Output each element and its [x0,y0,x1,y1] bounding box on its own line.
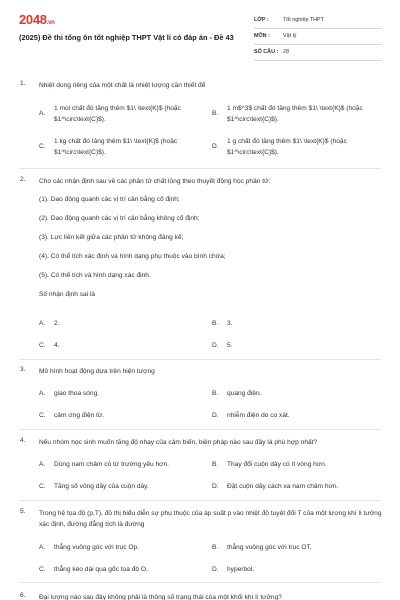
question-text: Nếu nhóm học sinh muốn tăng độ nhạy của cảm biến, biện pháp nào sau đây là phù hợp nhất? [39,439,318,446]
option-text: 2. [54,320,60,327]
question-number: 2. [20,176,26,183]
page-header [0,0,400,66]
option-letter: D. [212,412,219,419]
meta-label: LỚP : [254,17,269,23]
option-text: thẳng vuông góc với trục Op. [54,544,139,551]
option-text: hyperbol. [227,566,255,573]
option-text: 1 g chất đó tăng thêm $1\ \text{K}$ (hoặc $1^\circ\text{C}$). [227,138,347,156]
option-letter: C. [39,143,46,150]
meta-value: Vật lý [283,33,297,39]
option-text: Thay đổi cuộn dây có ít vòng hơn. [227,461,327,468]
statement-5: (5). Có thể tích và hình dạng xác định. [39,272,151,279]
option-text: Tăng số vòng dây của cuộn dây. [54,483,149,490]
option-letter: B. [212,390,219,397]
option-letter: B. [212,461,219,468]
option-text: 5. [227,342,233,349]
question-number: 3. [20,366,26,373]
meta-value: 28 [283,49,289,55]
question-divider [19,168,381,169]
option-letter: B. [212,544,219,551]
option-text: thẳng kéo dài qua gốc tọa độ O. [54,566,148,573]
document-title: (2025) Đề thi tổng ôn tốt nghiệp THPT Vật lí có đáp án - Đề 43 [19,33,234,42]
meta-value: Tốt nghiệp THPT [283,17,324,23]
document-meta [254,15,382,63]
option-text: 1 m$^3$ chất đó tăng thêm $1\ \text{K}$ (hoặc $1^\circ\text{C}$). [227,105,363,123]
site-logo[interactable] [19,12,55,27]
question-divider [19,582,381,583]
statement-3: (3). Lực liên kết giữa các phân tử không đáng kể; [39,234,184,241]
option-letter: A. [39,320,46,327]
option-text: Dùng nam châm có từ trường yếu hơn. [54,461,169,468]
option-text: quang điện. [227,390,262,397]
question-text: Đại lượng nào sau đây không phải là thông số trạng thái của một khối khí lí tưởng? [39,594,282,600]
question-number: 6. [20,592,26,599]
option-letter: C. [39,483,46,490]
option-letter: D. [212,143,219,150]
question-number: 4. [20,437,26,444]
question-divider [19,359,381,360]
option-letter: B. [212,110,219,117]
option-letter: D. [212,342,219,349]
logo-number: 2048 [19,12,47,27]
meta-count-row [254,47,382,61]
option-text: giao thoa sóng. [54,390,100,397]
option-text: 4. [54,342,60,349]
statement-1: (1). Dao động quanh các vị trí cân bằng cố định; [39,196,180,203]
question-number: 5. [20,508,26,515]
question-text: Trong hệ tọa độ (p,T), đồ thị biểu diễn sự phụ thuộc của áp suất p vào nhiệt độ tuyệt đối T của một lượng khí lí tưởng xác định, đường đẳng tích là đường [39,510,382,528]
option-letter: A. [39,390,46,397]
option-letter: A. [39,544,46,551]
question-number: 1. [20,80,26,87]
statement-2: (2). Dao động quanh các vị trí cân bằng không cố định; [39,215,200,222]
option-text: nhiễm điện do cọ xát. [227,412,290,419]
option-text: Đặt cuộn dây cách xa nam châm hơn. [227,483,339,490]
question-text: Cho các nhận định sau về các phân tử chất lỏng theo thuyết động học phân tử: [39,178,271,185]
option-letter: C. [39,566,46,573]
meta-class-row [254,15,382,29]
question-divider [19,429,381,430]
meta-label: MÔN : [254,33,270,39]
logo-domain: .vn [46,20,55,26]
option-text: thẳng vuông góc với trục OT. [227,544,312,551]
meta-label: SỐ CÂU : [254,49,279,55]
question-text: Mô hình hoạt động dựa trên hiện tượng [39,368,155,375]
meta-subject-row [254,31,382,45]
option-letter: A. [39,461,46,468]
option-letter: C. [39,412,46,419]
question-subtext: Số nhận định sai là [39,291,96,298]
option-letter: B. [212,320,219,327]
option-text: 3. [227,320,233,327]
option-letter: C. [39,342,46,349]
option-text: 1 kg chất đó tăng thêm $1\ \text{K}$ (hoặc $1^\circ\text{C}$). [54,138,178,156]
question-text: Nhiệt dung riêng của một chất là nhiệt lượng cần thiết để [39,82,206,89]
statement-4: (4). Có thể tích xác định và hình dạng phụ thuộc vào bình chứa; [39,253,226,260]
option-letter: D. [212,483,219,490]
option-text: cảm ứng điện từ. [54,412,105,419]
option-letter: A. [39,110,46,117]
option-letter: D. [212,566,219,573]
question-divider [19,500,381,501]
option-text: 1 mol chất đó tăng thêm $1\ \text{K}$ (hoặc $1^\circ\text{C}$). [54,105,181,123]
